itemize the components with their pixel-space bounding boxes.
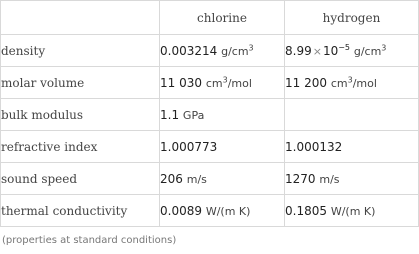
value-number: 1.000132 [285, 139, 343, 154]
value-unit: $g/cm^3$ [221, 42, 254, 58]
value-chlorine-molar-volume [160, 67, 285, 99]
value-number: 1.1 [160, 107, 180, 122]
value-hydrogen-sound-speed [285, 163, 419, 195]
value-hydrogen-density [285, 35, 419, 67]
value-hydrogen-refractive-index [285, 131, 419, 163]
table-row-thermal-conductivity [1, 195, 419, 227]
value-number: 1270 [285, 171, 316, 186]
value-number: 11 200 [285, 75, 327, 90]
row-label: thermal conductivity [1, 195, 160, 227]
value-unit: $g/cm^3$ [353, 42, 387, 58]
value-number: $8.99\times 10^{-5}$ [285, 42, 351, 58]
table-row-bulk-modulus [1, 99, 419, 131]
value-number: 0.1805 [285, 203, 327, 218]
table-row-sound-speed [1, 163, 419, 195]
value-unit: m/s [319, 172, 340, 186]
row-label: molar volume [1, 67, 160, 99]
value-hydrogen-thermal-conductivity [285, 195, 419, 227]
value-chlorine-bulk-modulus [160, 99, 285, 131]
value-unit: W/(m K) [205, 204, 251, 218]
value-number: 206 [160, 171, 183, 186]
value-number: 0.0089 [160, 203, 202, 218]
header-row [1, 1, 419, 35]
row-label: density [1, 35, 160, 67]
row-label: bulk modulus [1, 99, 160, 131]
value-number: 11 030 [160, 75, 202, 90]
footnote: (properties at standard conditions) [2, 235, 177, 246]
header-hydrogen: hydrogen [285, 1, 419, 35]
row-label: sound speed [1, 163, 160, 195]
value-hydrogen-bulk-modulus [285, 99, 419, 131]
table-row-molar-volume [1, 67, 419, 99]
table-row-density [1, 35, 419, 67]
header-empty-cell [1, 1, 160, 35]
value-number: 1.000773 [160, 139, 218, 154]
value-unit: $cm^3$/mol [205, 74, 252, 90]
value-chlorine-sound-speed [160, 163, 285, 195]
value-unit: $cm^3$/mol [330, 74, 377, 90]
value-unit: GPa [182, 108, 205, 122]
value-hydrogen-molar-volume [285, 67, 419, 99]
row-label: refractive index [1, 131, 160, 163]
value-chlorine-thermal-conductivity [160, 195, 285, 227]
table-row-refractive-index [1, 131, 419, 163]
header-chlorine: chlorine [160, 1, 285, 35]
value-unit: m/s [186, 172, 207, 186]
value-chlorine-refractive-index [160, 131, 285, 163]
value-chlorine-density [160, 35, 285, 67]
value-unit: W/(m K) [330, 204, 376, 218]
value-number: 0.003214 [160, 43, 218, 58]
